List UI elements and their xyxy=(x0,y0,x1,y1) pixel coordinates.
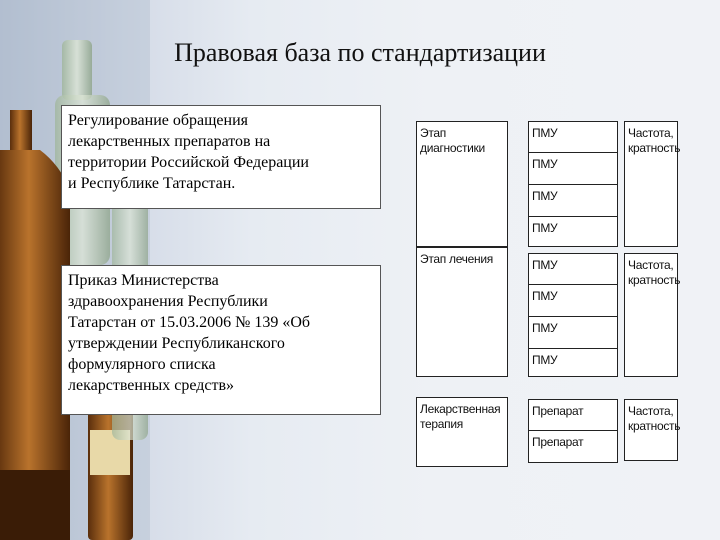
multiplicity-label: кратность xyxy=(628,273,681,287)
frequency-cell xyxy=(624,121,681,247)
text-line: утверждении Республиканского xyxy=(68,335,285,352)
stage-label: Этап диагностики xyxy=(420,126,485,155)
text-line: здравоохранения Республики xyxy=(68,293,268,310)
stage-drug-therapy xyxy=(416,397,508,467)
pmu-cell: ПМУ xyxy=(528,349,618,377)
pmu-cell: ПМУ xyxy=(528,285,618,317)
stage-label: терапия xyxy=(420,417,463,431)
frequency-cell xyxy=(624,399,681,461)
text-line: и Республике Татарстан. xyxy=(68,175,236,192)
order-text-box xyxy=(61,265,381,415)
stage-diagnostics xyxy=(416,121,508,247)
pmu-cell: ПМУ xyxy=(528,217,618,247)
frequency-label: Частота, xyxy=(628,258,674,272)
text-line: территории Российской Федерации xyxy=(68,154,309,171)
page-title: Правовая база по стандартизации xyxy=(174,38,546,67)
multiplicity-label: кратность xyxy=(628,141,681,155)
pmu-cell: ПМУ xyxy=(528,153,618,185)
stage-label: Лекарственная xyxy=(420,402,501,416)
regulation-text-box xyxy=(61,105,381,209)
pmu-cell: ПМУ xyxy=(528,317,618,349)
drug-cell: Препарат xyxy=(528,431,618,463)
frequency-label: Частота, xyxy=(628,126,674,140)
text-line: Приказ Министерства xyxy=(68,272,219,289)
pmu-cell: ПМУ xyxy=(528,121,618,153)
frequency-cell xyxy=(624,253,681,377)
frequency-label: Частота, xyxy=(628,404,674,418)
text-line: лекарственных препаратов на xyxy=(68,133,271,150)
stage-treatment xyxy=(416,247,508,377)
text-line: Татарстан от 15.03.2006 № 139 «Об xyxy=(68,314,311,331)
drug-cell: Препарат xyxy=(528,399,618,431)
text-line: лекарственных средств» xyxy=(68,377,235,394)
text-line: Регулирование обращения xyxy=(68,112,249,129)
stage-label: Этап лечения xyxy=(420,252,493,266)
pmu-cell: ПМУ xyxy=(528,185,618,217)
pmu-cell: ПМУ xyxy=(528,253,618,285)
standardization-scheme xyxy=(412,115,712,485)
multiplicity-label: кратность xyxy=(628,419,681,433)
text-line: формулярного списка xyxy=(68,356,216,373)
